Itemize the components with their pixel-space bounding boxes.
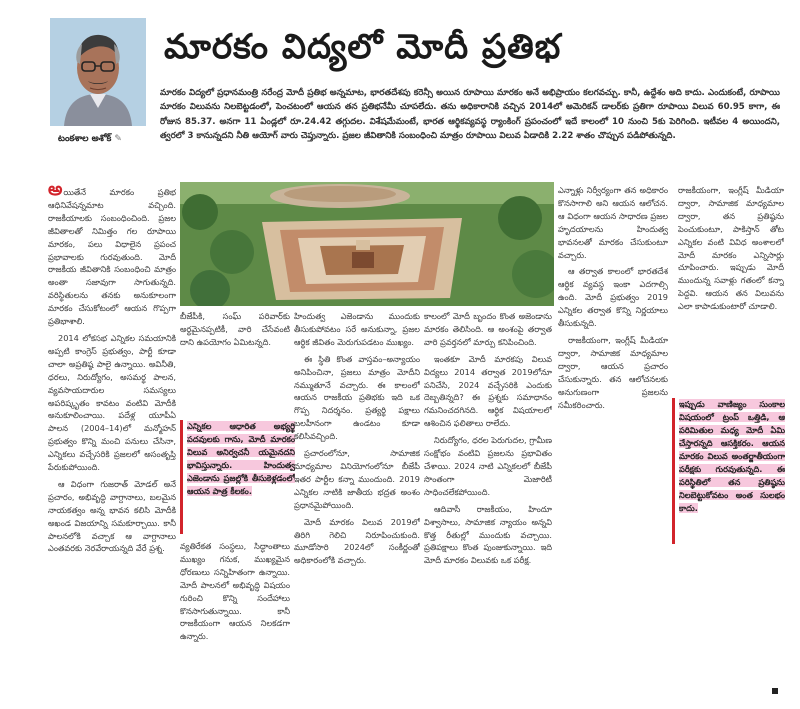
author-byline <box>58 134 148 146</box>
paragraph: బీజేపీకి, సంఘ్ పరివార్‌కు అర్థమైనప్పటికీ, వారి చేసేవంటి దాని ఉపయోగం ఏమిటన్నది. <box>180 311 290 347</box>
article-column-2-bottom <box>180 540 290 702</box>
paragraph: 2014 లోకసభ ఎన్నికల సమయానికి అప్పటి కాంగ్రెస్ ప్రభుత్వం, పార్టీ కూడా చాలా అప్రతిష్ఠ పాలై ఉన్నాయి. అవినీతి, ధరలు, నిరుద్యోగం, అసమర్థ పాలన, వ్యవసాయదారుల సమస్యలు అపరిష్కృతం కావటం వంటివి మోదీకి అనుకూలించాయి. పదేళ్ల యూపీఏ పాలన (2004–14)లో మన్మోహన్ ప్రభుత్వం కొన్ని మంచి పనులు చేసినా, ఎన్నికలు వచ్చేసరికి ప్రజలలో అసంతృప్తి పేరుకుపోయింది. <box>48 332 176 473</box>
paragraph: ఈ స్థితి కొంత వాస్తవం–అన్యాయం అనిపించినా, ప్రజలు మాత్రం మోదీని నమ్ముతూనే వచ్చారు. ఈ కాలంలో ఆయన రాజకీయ ప్రతిభకు ఇది ఒక గొప్ప నిదర్శనం. ప్రత్యర్థి పక్షాలు బలహీనంగా ఉండటం కూడా కలిసివచ్చింది. <box>294 353 420 442</box>
pull-quote <box>180 420 295 534</box>
paragraph: ఆ విధంగా గుజరాత్ మోడల్ అనే ప్రచారం, అభివృద్ధి వాగ్దానాలు, బలమైన నాయకత్వం అన్న భావన కలిసి మోదీకి అఖండ విజయాన్ని సమకూర్చాయి. కానీ పాలనలోకి వచ్చాక ఆ వాగ్దానాలు ఎంతవరకు నెరవేరాయన్నది వేరే ప్రశ్న. <box>48 478 176 554</box>
paragraph: కాలంలో మోదీ బృందం కొంత అజెండాను మారకం తెలిసింది. ఆ అంశంపై తర్వాత వారి ప్రవర్తనలో మార్పు కనిపించింది. <box>424 311 552 347</box>
parliament-photo <box>180 182 554 306</box>
dropcap: అ <box>48 184 63 200</box>
article-column-5 <box>558 184 668 702</box>
intro-paragraph: మారకం విద్యలో ప్రధానమంత్రి నరేంద్ర మోదీ ప్రతిభ అన్నమాట, భారతదేశపు కరెన్సీ అయిన రూపాయి మారకం అనే అభిప్రాయం కలగవచ్చు. కానీ, ఉద్దేశం అది కాదు. ఎందుకంటే, రూపాయి మారకం విలువను నిలబెట్టడంలో, పెంచటంలో ఆయన తన ప్రతిభనేమీ చూపలేదు. తను అధికారానికి వచ్చిన 2014లో అమెరికన్ డాలర్‌కు ప్రతిగా రూపాయి విలువ 60.95 కాగా, ఈ రోజున 85.37. అనగా 11 ఏండ్లలో రూ.24.42 తగ్గుదల. విశేషమేమంటే, భారత ఆర్థికవ్యవస్థ ర్యాంకింగ్ ప్రపంచంలో ఇదే కాలంలో 10 నుంచి 5కు పెరిగింది. ఇటీవల 4 అయిందని, త్వరలో 3 కానున్నదని నీతి ఆయోగ్ వారు చెప్తున్నారు. ప్రజల జీవితానికి సంబంధించి మాత్రం రూపాయి విలువ ఏడాదికి 2.22 శాతం చొప్పున పడిపోతున్నది. <box>160 88 780 142</box>
pull-quote-right-text: ఇప్పుడు వాణిజ్యం సుంకాల విషయంలో ట్రంప్ ఒత్తిడి, ఆ పరిమితుల మధ్య మోదీ ఏమి చేస్తారన్నది ఆసక్తికరం. ఆయన మారకం విలువ అంతర్జాతీయంగా పరీక్షకు గురవుతున్నది. ఈ పరిస్థితిలో తన ప్రతిష్ఠను నిలబెట్టుకోవటం అంత సులభం కాదు. <box>679 399 785 513</box>
author-name: టంకశాల అశోక్ <box>58 134 112 144</box>
paragraph: రాజకీయంగా, ఇంగ్లీష్ మీడియా ద్వారా, సామాజిక మాధ్యమాల ద్వారా, ఆయన ప్రచారం చేసుకున్నారు. తన ఆలోచనలకు అనుగుణంగా ప్రజలను సమీకరించారు. <box>558 334 668 410</box>
paragraph: వ్యతిరేకత సంస్థలు, సిద్ధాంతాలు ముఖ్యం గనుక, ముఖ్యమైన ధోరణులు సన్నిహితంగా ఉన్నాయి. మోదీ పాలనలో అభివృద్ధి విషయం గురించి కొన్ని సందేహాలు కొనసాగుతున్నాయి. కానీ రాజకీయంగా ఆయన నిలకడగా ఉన్నారు. <box>180 541 290 642</box>
pull-quote-right <box>672 398 785 544</box>
paragraph: ఆ తర్వాత కాలంలో భారతదేశ ఆర్థిక వ్యవస్థ ఇంకా ఎదగాల్సి ఉంది. మోదీ ప్రభుత్వం 2019 ఎన్నికల తర్వాత కొన్ని నిర్ణయాలు తీసుకున్నది. <box>558 266 668 329</box>
article-column-2-top <box>180 310 290 350</box>
article-column-4 <box>424 310 552 702</box>
article-column-6-top <box>678 184 784 392</box>
paragraph: నిరుద్యోగం, ధరల పెరుగుదల, గ్రామీణ సంక్షోభం వంటివి ప్రజలను ప్రభావితం చేశాయి. 2024 నాటి ఎన్నికలలో బీజేపీ సొంతంగా మెజారిటీ సాధించలేకపోయింది. <box>424 435 552 497</box>
paragraph <box>48 184 176 328</box>
paragraph: ఇంతకూ మోదీ మారకపు విలువ విద్యలు 2014 తర్వాత 2019లోనూ పనిచేసి, 2024 వచ్చేసరికి ఎందుకు దెబ్బతిన్నది? ఈ ప్రశ్నకు సమాధానం గమనించదగినది. ఆర్థిక విషయాలలో ఆశించిన ఫలితాలు రాలేదు. <box>424 353 552 429</box>
paragraph-text: యితేనే మారకం ప్రతిభ ఆధినివేషన్నమాట వచ్చింది. రాజకీయాలకు సంబంధించింది. ప్రజల జీవితాలతో నిమిత్తం గల రూపాయి మారకం, పలు విధాలైన ప్రపంచ ప్రభావాలకు గురవుతుంది. మోదీ రాజకీయ జీవితానికి సంబంధించి మాత్రం అంతా సజావుగా సాగుతున్నది. వరిస్థితులను తనకు అనుకూలంగా మారకం చేసుకోటంలో ఆయన గొప్పగా ప్రతిభాశాలి. <box>48 187 176 327</box>
article-column-3 <box>294 310 420 702</box>
article-end-mark <box>772 688 778 694</box>
paragraph: హిందుత్వ ఎజెండాను ముందుకు తీసుకుపోవటం సరే అనుకున్నా, ప్రజల ఆర్థిక జీవితం మెరుగుపడటం ముఖ్యం. <box>294 311 420 347</box>
paragraph: రాజకీయంగా, ఇంగ్లీష్ మీడియా ద్వారా, సామాజిక మాధ్యమాల ద్వారా, తన ప్రతిష్ఠను పెంచుకుంటూ, పాకిస్తాన్ తోట ఎన్నికల వంటి వివిధ అంశాలలో మోదీ మారకం ఎన్నిసార్లు చూపించారు. ఇప్పుడు మోదీ ముందున్న సవాళ్లు గతంలో కన్నా పెద్దవి. ఆయన తన విలువను ఎలా కాపాడుకుంటారో చూడాలి. <box>678 185 784 312</box>
article-column-1 <box>48 184 176 702</box>
paragraph: ప్రచారంలోనూ, సామాజిక మాధ్యమాల వినియోగంలోనూ బీజేపీ ఇతర పార్టీల కన్నా ముందుంది. 2019 ఎన్నికల నాటికి జాతీయ భద్రత అంశం ప్రధానమైపోయింది. <box>294 448 420 510</box>
paragraph: ఎన్నాళ్లు నిర్వీర్యంగా తన అధికారం కొనసాగాలి అని ఆయన ఆలోచన. ఆ విధంగా ఆయన సాధారణ ప్రజల హృదయాలను హిందుత్వ భావనలతో మారకం చేసుకుంటూ వచ్చారు. <box>558 185 668 260</box>
pen-icon: ✎ <box>114 134 122 144</box>
author-photo <box>50 18 146 126</box>
paragraph: ఆదివాసీ రాజకీయం, హిందూ విశ్వాసాలు, సామాజిక న్యాయం అన్నవి కొత్త రీతుల్లో ముందుకు వచ్చాయి. ప్రతిపక్షాలు కొంత పుంజుకున్నాయి. ఇది మోదీ మారకం విలువకు ఒక పరీక్ష. <box>424 503 552 566</box>
pull-quote-text: ఎన్నికల ఆధారిత అభ్యర్థి పదవులకు గాను, మోదీ మారకం విలువ అనిర్వచనీ యమైనదని భావిస్తున్నారు. హిందుత్వ ఎజెండాను ప్రజల్లోకి తీసుకెళ్లడంలో ఆయన పాత్ర కీలకం. <box>187 421 295 496</box>
author-portrait-icon <box>50 18 146 126</box>
headline: మారకం విద్యలో మోదీ ప్రతిభ <box>164 27 562 67</box>
parliament-building-icon <box>180 182 554 306</box>
paragraph: మోదీ మారకం విలువ 2019లో తిరిగి గెలిచి నిరూపించుకుంది. మూడోసారి 2024లో సంకీర్ణంతో అధికారంలోకి వచ్చారు. <box>294 516 420 566</box>
